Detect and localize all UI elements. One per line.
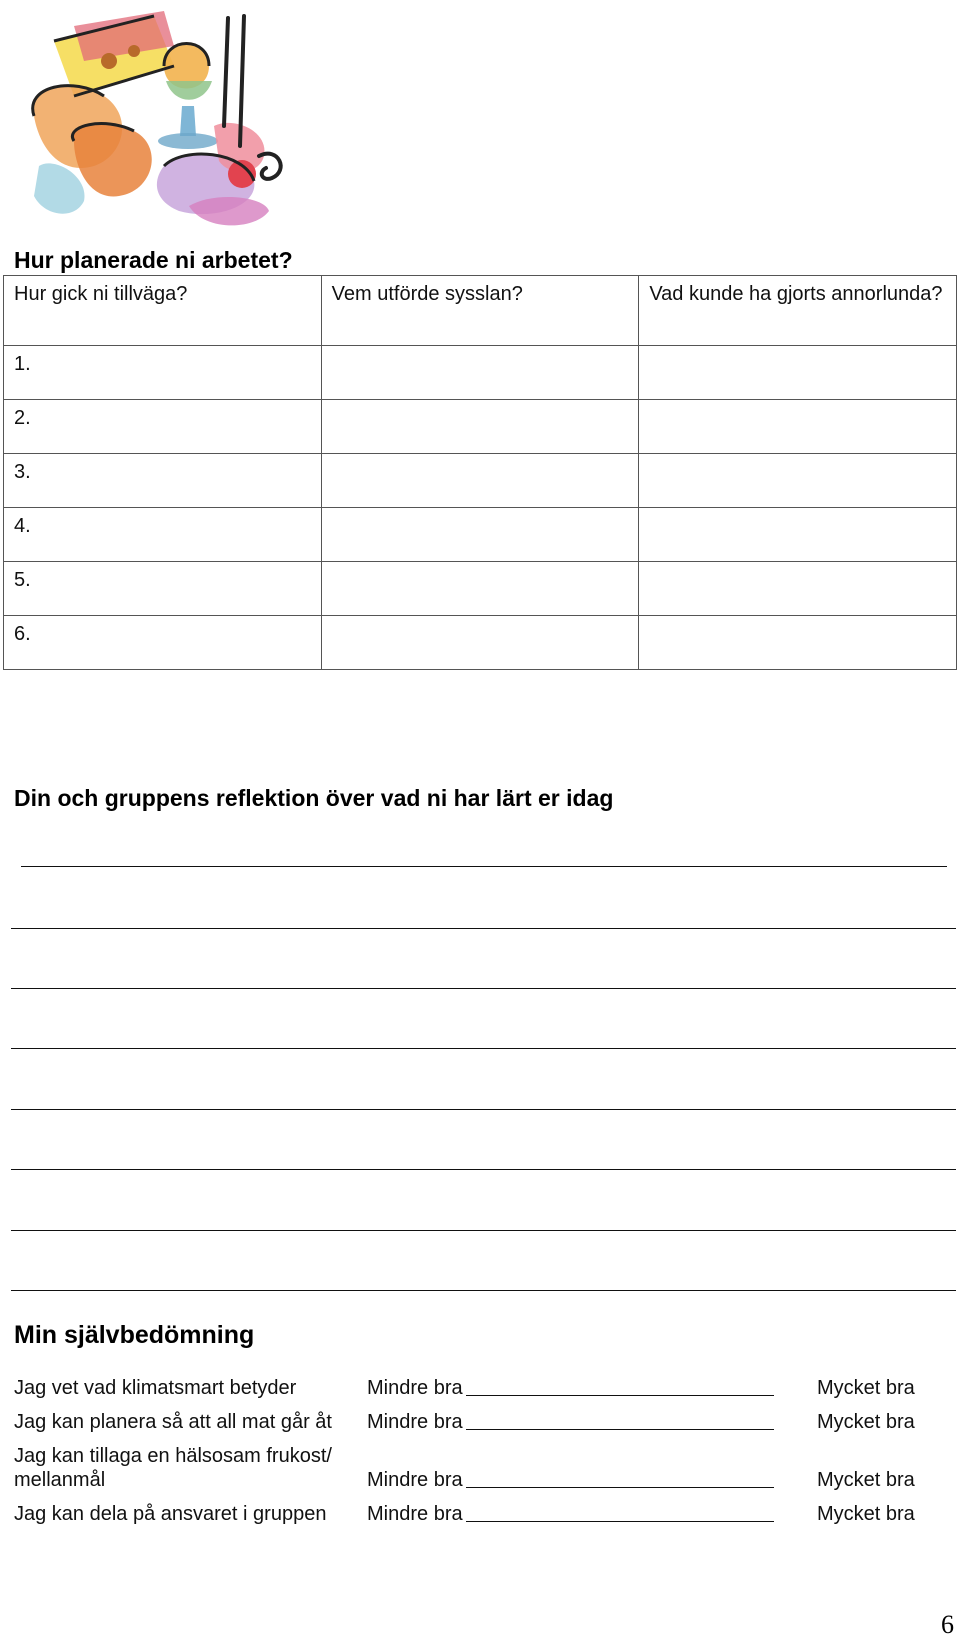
planning-heading: Hur planerade ni arbetet?: [14, 247, 293, 273]
high-label: Mycket bra: [817, 1503, 915, 1525]
row-number[interactable]: 3.: [4, 454, 322, 508]
writing-line[interactable]: [11, 1109, 956, 1110]
table-cell[interactable]: [639, 562, 957, 616]
reflection-heading: Din och gruppens reflektion över vad ni har lärt er idag: [14, 785, 614, 811]
self-assessment-row: [14, 1492, 934, 1532]
low-label: Mindre bra: [367, 1377, 463, 1399]
writing-line[interactable]: [11, 988, 956, 989]
table-cell[interactable]: [321, 616, 639, 670]
rating-scale-line[interactable]: [466, 1429, 774, 1430]
table-cell[interactable]: [639, 508, 957, 562]
writing-line[interactable]: [11, 1290, 956, 1291]
self-assessment-row: [14, 1440, 934, 1498]
row-number[interactable]: 2.: [4, 400, 322, 454]
breakfast-illustration-icon: [14, 6, 292, 236]
low-label: Mindre bra: [367, 1411, 463, 1433]
table-row: [4, 454, 957, 508]
low-label: Mindre bra: [367, 1503, 463, 1525]
rating-scale-line[interactable]: [466, 1395, 774, 1396]
table-cell[interactable]: [321, 400, 639, 454]
table-cell[interactable]: [321, 454, 639, 508]
table-row: [4, 616, 957, 670]
table-row: [4, 562, 957, 616]
high-label: Mycket bra: [817, 1377, 915, 1399]
writing-line[interactable]: [11, 1230, 956, 1231]
writing-line[interactable]: [21, 866, 947, 867]
self-assessment-row: [14, 1400, 934, 1440]
table-row: [4, 346, 957, 400]
row-number[interactable]: 5.: [4, 562, 322, 616]
page-number: 6: [941, 1610, 954, 1639]
column-header-different: Vad kunde ha gjorts annorlunda?: [639, 276, 957, 346]
table-cell[interactable]: [639, 346, 957, 400]
column-header-how: Hur gick ni tillväga?: [4, 276, 322, 346]
table-cell[interactable]: [321, 346, 639, 400]
writing-line[interactable]: [11, 1169, 956, 1170]
row-number[interactable]: 4.: [4, 508, 322, 562]
high-label: Mycket bra: [817, 1411, 915, 1433]
self-assessment-heading: Min självbedömning: [14, 1321, 255, 1349]
rating-scale-line[interactable]: [466, 1521, 774, 1522]
table-cell[interactable]: [321, 508, 639, 562]
table-cell[interactable]: [321, 562, 639, 616]
table-row: [4, 400, 957, 454]
writing-line[interactable]: [11, 1048, 956, 1049]
planning-table: [3, 275, 957, 670]
writing-line[interactable]: [11, 928, 956, 929]
table-row: [4, 508, 957, 562]
high-label: Mycket bra: [817, 1469, 915, 1491]
row-number[interactable]: 1.: [4, 346, 322, 400]
low-label: Mindre bra: [367, 1469, 463, 1491]
row-number[interactable]: 6.: [4, 616, 322, 670]
column-header-who: Vem utförde sysslan?: [321, 276, 639, 346]
table-cell[interactable]: [639, 400, 957, 454]
table-header-row: [4, 276, 957, 346]
statement-text: Jag kan dela på ansvaret i gruppen: [14, 1503, 327, 1525]
table-cell[interactable]: [639, 454, 957, 508]
table-cell[interactable]: [639, 616, 957, 670]
rating-scale-line[interactable]: [466, 1487, 774, 1488]
statement-text: Jag kan planera så att all mat går åt: [14, 1411, 332, 1433]
statement-text: Jag kan tillaga en hälsosam frukost/ mellanmål: [14, 1445, 332, 1491]
statement-text: Jag vet vad klimatsmart betyder: [14, 1377, 297, 1399]
